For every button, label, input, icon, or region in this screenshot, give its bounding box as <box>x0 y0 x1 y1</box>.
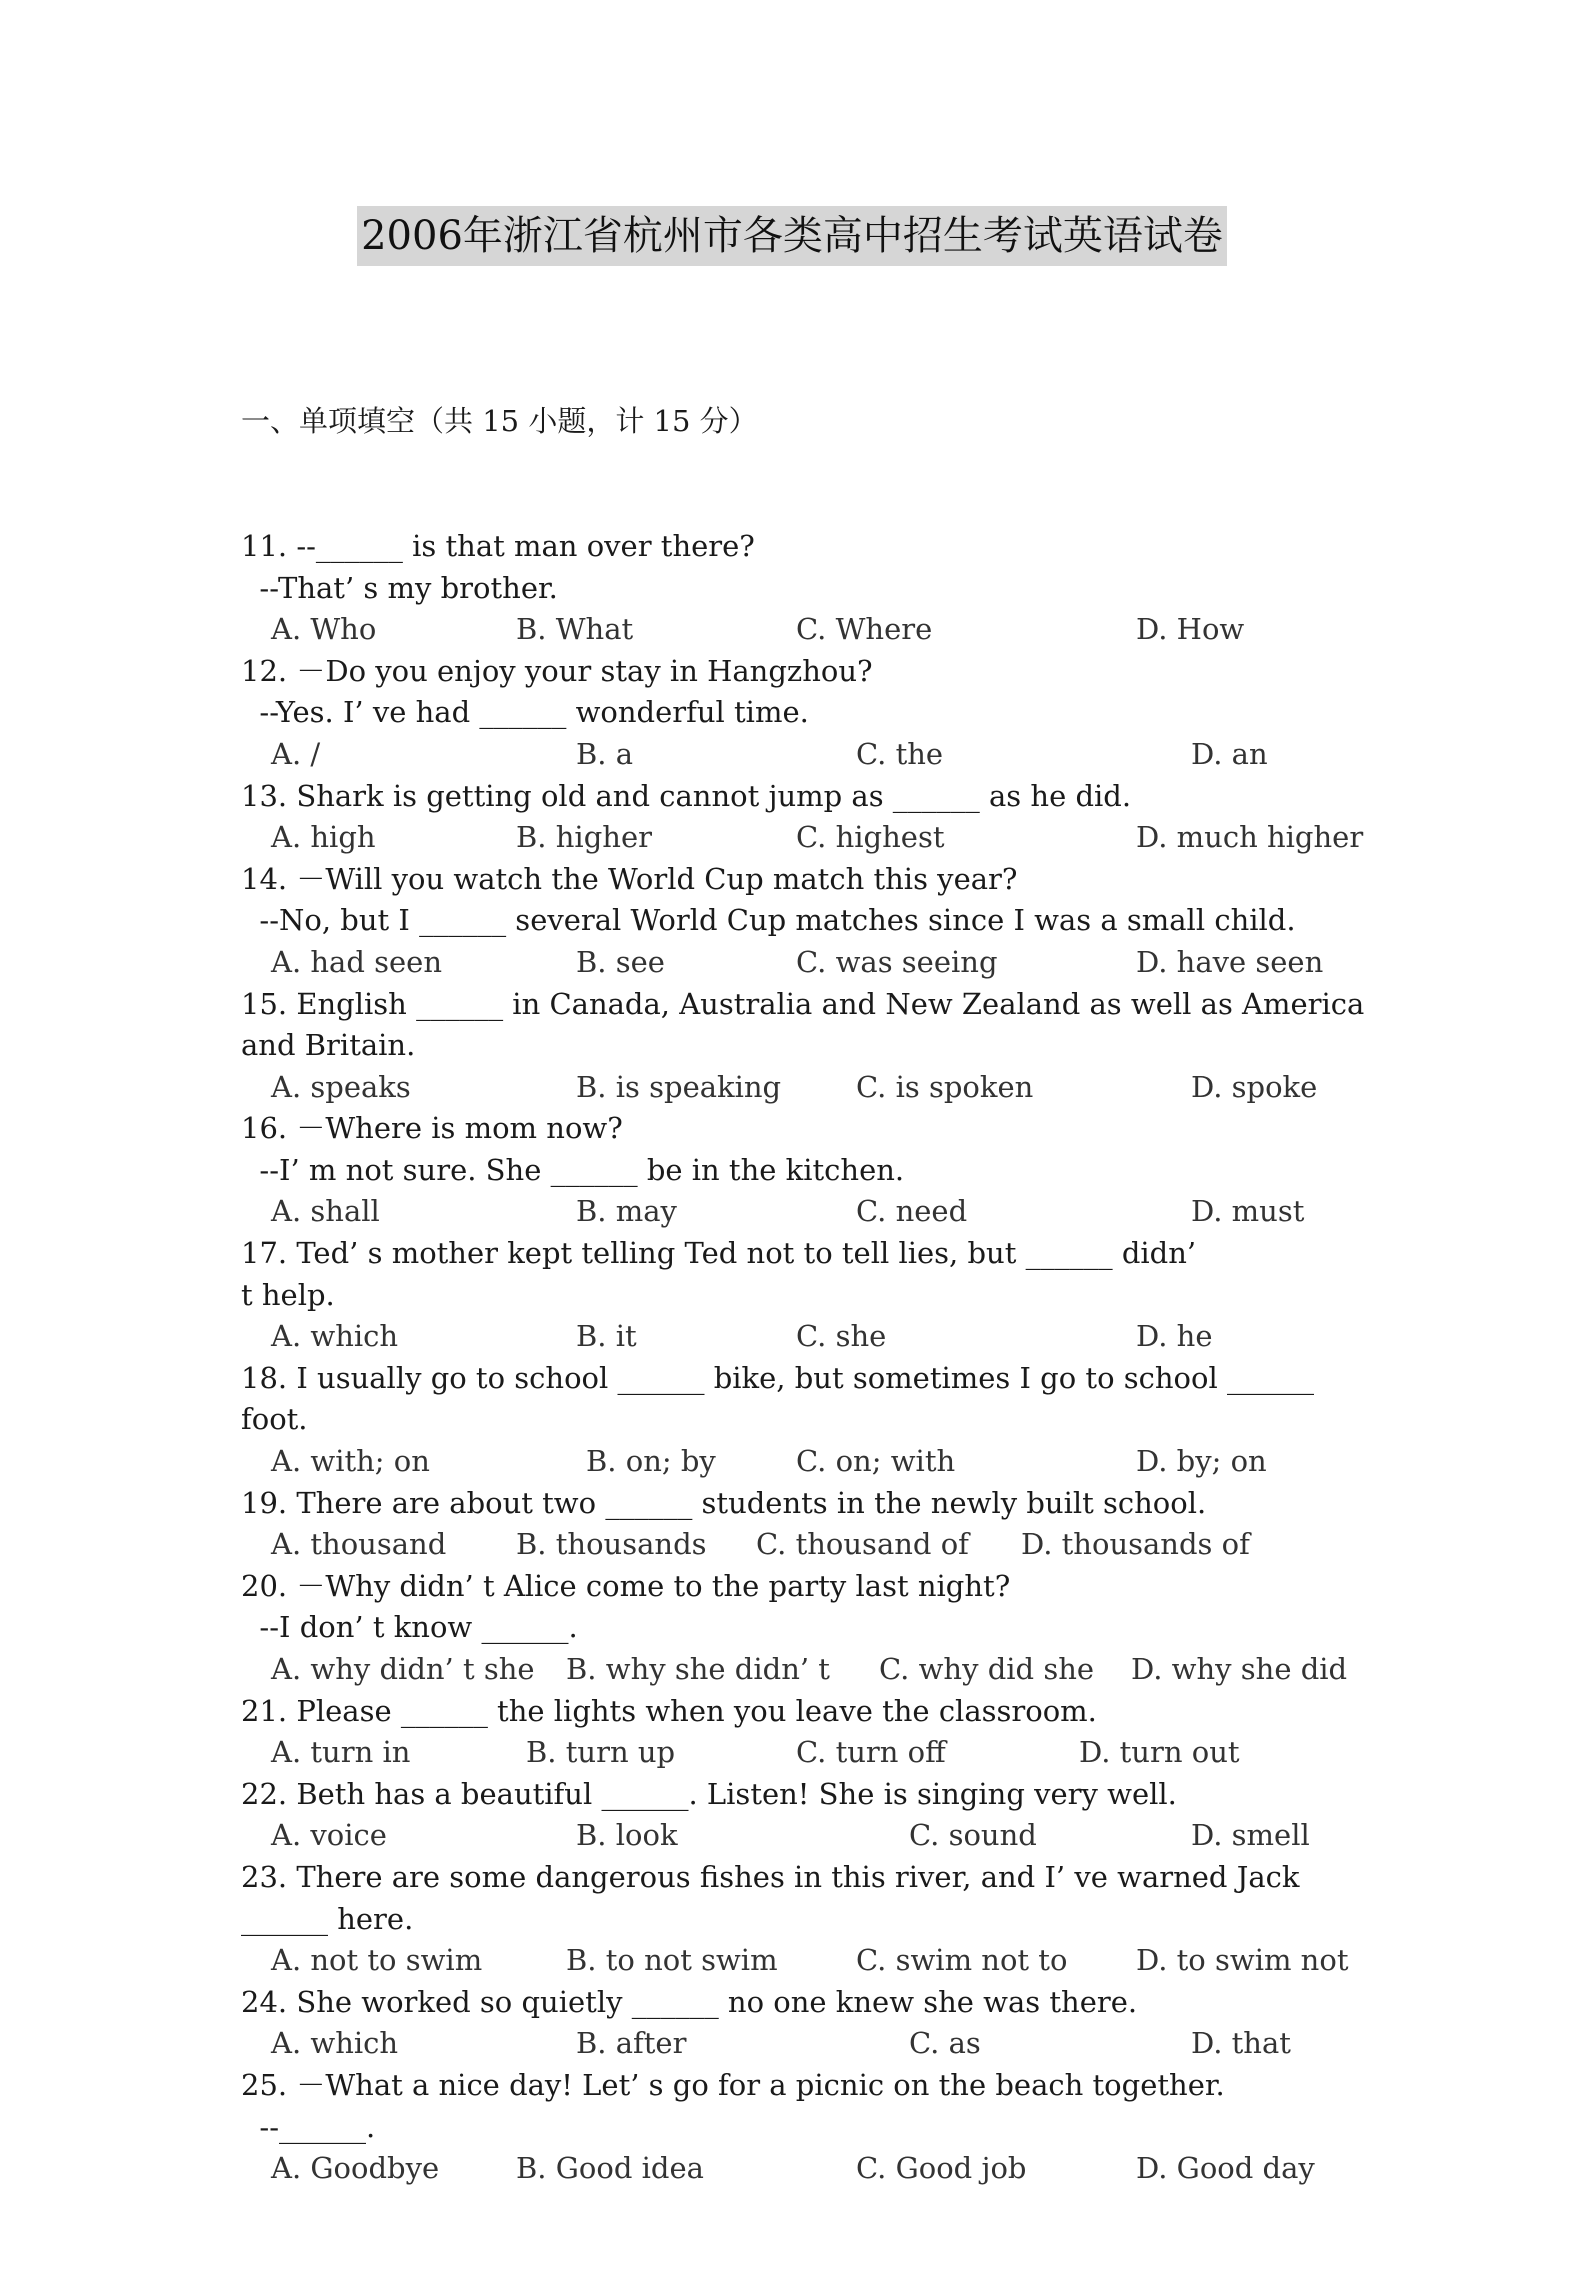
option-c: C. Where <box>796 612 933 647</box>
option-a: A. had seen <box>271 944 443 979</box>
options-row <box>241 609 1361 651</box>
question-stem: 23. There are some dangerous fishes in this river, and I’ ve warned Jack <box>241 1859 1300 1894</box>
question-stem: 24. She worked so quietly ______ no one knew she was there. <box>241 1984 1138 2019</box>
option-c: C. swim not to <box>856 1943 1068 1978</box>
question-stem: 21. Please ______ the lights when you leave the classroom. <box>241 1693 1097 1728</box>
option-b: B. after <box>576 2026 687 2061</box>
question-stem: 19. There are about two ______ students in the newly built school. <box>241 1485 1207 1520</box>
option-c: C. turn off <box>796 1735 946 1770</box>
option-b: B. it <box>576 1319 637 1354</box>
options-row <box>241 1524 1361 1566</box>
option-d: D. Good day <box>1136 2151 1315 2186</box>
option-d: D. by; on <box>1136 1444 1267 1479</box>
option-d: D. that <box>1191 2026 1291 2061</box>
question-stem: 16. －Where is mom now? <box>241 1111 623 1146</box>
options-row <box>241 2023 1361 2065</box>
questions-container <box>241 526 1365 2190</box>
question-continuation: foot. <box>241 1402 308 1437</box>
option-c: C. why did she <box>879 1652 1095 1686</box>
question-continuation: --No, but I ______ several World Cup matches since I was a small child. <box>241 903 1296 938</box>
option-b: B. to not swim <box>566 1943 778 1978</box>
option-a: A. turn in <box>271 1735 411 1770</box>
question-continuation: --Yes. I’ ve had ______ wonderful time. <box>241 695 809 730</box>
options-row <box>241 1191 1361 1233</box>
question-continuation: --I’ m not sure. She ______ be in the kitchen. <box>241 1152 905 1187</box>
option-c: C. is spoken <box>856 1069 1034 1104</box>
question-stem: 14. －Will you watch the World Cup match this year? <box>241 861 1018 896</box>
option-d: D. have seen <box>1136 944 1324 979</box>
option-b: B. higher <box>516 820 652 855</box>
option-d: D. How <box>1136 612 1245 647</box>
option-b: B. look <box>576 1818 678 1853</box>
option-d: D. an <box>1191 736 1268 771</box>
option-b: B. may <box>576 1194 677 1229</box>
option-d: D. must <box>1191 1194 1305 1229</box>
option-b: B. Good idea <box>516 2151 704 2186</box>
option-b: B. turn up <box>526 1735 676 1770</box>
option-b: B. on; by <box>586 1444 716 1479</box>
question-stem: 18. I usually go to school ______ bike, but sometimes I go to school ______ <box>241 1360 1314 1395</box>
option-a: A. why didn’ t she <box>271 1652 535 1686</box>
question-continuation: --I don’ t know ______. <box>241 1610 578 1645</box>
section-heading: 一、单项填空（共 15 小题，计 15 分） <box>241 404 758 439</box>
option-d: D. thousands of <box>1021 1527 1250 1562</box>
options-row <box>241 1441 1361 1483</box>
page-title: 2006年浙江省杭州市各类高中招生考试英语试卷 <box>357 206 1227 266</box>
option-b: B. is speaking <box>576 1069 782 1104</box>
options-row <box>241 942 1361 984</box>
option-b: B. why she didn’ t <box>566 1652 830 1686</box>
option-a: A. with; on <box>271 1444 430 1479</box>
option-a: A. high <box>271 820 376 855</box>
option-a: A. voice <box>271 1818 387 1853</box>
option-b: B. a <box>576 736 634 771</box>
question-stem: 13. Shark is getting old and cannot jump as ______ as he did. <box>241 778 1132 813</box>
title-wrap <box>0 206 1584 266</box>
options-row <box>241 1815 1361 1857</box>
option-d: D. why she did <box>1131 1652 1348 1686</box>
option-c: C. she <box>796 1319 887 1354</box>
option-d: D. he <box>1136 1319 1213 1354</box>
option-c: C. highest <box>796 820 945 855</box>
question-continuation: ______ here. <box>241 1901 414 1936</box>
option-d: D. spoke <box>1191 1069 1318 1104</box>
option-c: C. Good job <box>856 2151 1027 2186</box>
option-d: D. to swim not <box>1136 1943 1349 1978</box>
option-a: A. not to swim <box>271 1943 483 1978</box>
option-a: A. which <box>271 2026 399 2061</box>
option-c: C. thousand of <box>756 1527 969 1562</box>
option-d: D. much higher <box>1136 820 1364 855</box>
options-row <box>241 1649 1361 1691</box>
option-a: A. which <box>271 1319 399 1354</box>
options-row <box>241 1940 1361 1982</box>
option-a: A. thousand <box>271 1527 447 1562</box>
option-d: D. turn out <box>1079 1735 1240 1770</box>
question-list <box>241 318 1365 2273</box>
option-c: C. the <box>856 736 944 771</box>
option-b: B. see <box>576 944 665 979</box>
option-c: C. need <box>856 1194 968 1229</box>
option-b: B. thousands <box>516 1527 707 1562</box>
question-continuation: t help. <box>241 1277 335 1312</box>
question-stem: 20. －Why didn’ t Alice come to the party last night? <box>241 1568 1011 1603</box>
options-row <box>241 1316 1361 1358</box>
question-continuation: and Britain. <box>241 1028 416 1063</box>
question-stem: 22. Beth has a beautiful ______. Listen! She is singing very well. <box>241 1776 1177 1811</box>
question-continuation: --______. <box>241 2109 376 2144</box>
options-row <box>241 1067 1361 1109</box>
option-d: D. smell <box>1191 1818 1310 1853</box>
question-stem: 25. －What a nice day! Let’ s go for a picnic on the beach together. <box>241 2067 1225 2102</box>
option-c: C. on; with <box>796 1444 956 1479</box>
option-c: C. as <box>909 2026 981 2061</box>
option-c: C. sound <box>909 1818 1037 1853</box>
option-b: B. What <box>516 612 634 647</box>
options-row <box>241 2148 1361 2190</box>
question-stem: 12. －Do you enjoy your stay in Hangzhou? <box>241 653 873 688</box>
question-stem: 15. English ______ in Canada, Australia and New Zealand as well as America <box>241 986 1365 1021</box>
question-continuation: --That’ s my brother. <box>241 570 558 605</box>
option-a: A. Who <box>271 612 377 647</box>
option-c: C. was seeing <box>796 944 998 979</box>
options-row <box>241 734 1361 776</box>
question-stem: 17. Ted’ s mother kept telling Ted not to tell lies, but ______ didn’ <box>241 1236 1197 1271</box>
option-a: A. / <box>271 736 321 771</box>
options-row <box>241 1732 1361 1774</box>
option-a: A. speaks <box>271 1069 411 1104</box>
question-stem: 11. --______ is that man over there? <box>241 528 755 563</box>
option-a: A. shall <box>271 1194 380 1229</box>
options-row <box>241 817 1364 859</box>
option-a: A. Goodbye <box>271 2151 440 2186</box>
